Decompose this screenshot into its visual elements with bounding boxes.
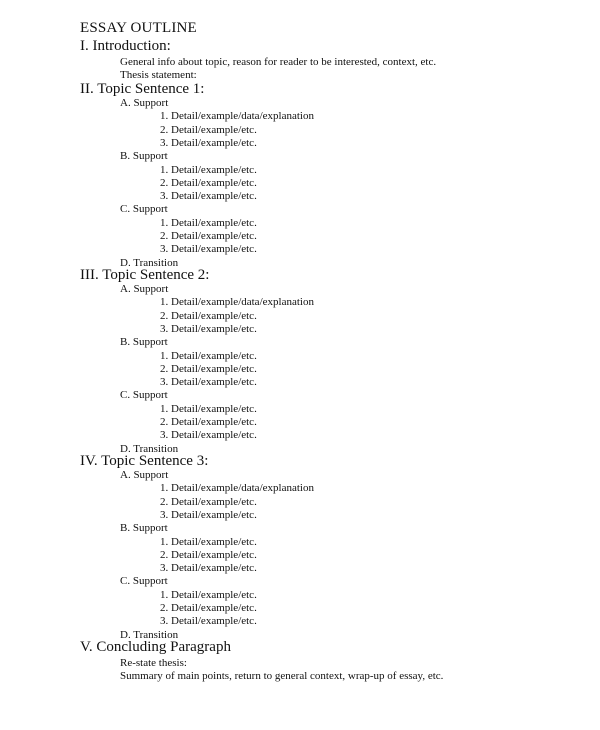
conclusion-line: Re-state thesis: xyxy=(120,657,187,669)
detail-item: 2. Detail/example/etc. xyxy=(160,176,257,189)
detail-item: 3. Detail/example/etc. xyxy=(160,508,257,521)
detail-item: 3. Detail/example/etc. xyxy=(160,136,257,149)
transition-label: D. Transition xyxy=(120,256,179,269)
detail-item: 2. Detail/example/etc. xyxy=(160,416,257,428)
section-heading-introduction: I. Introduction: xyxy=(80,38,171,54)
detail-item: 3. Detail/example/etc. xyxy=(160,243,257,256)
detail-item: 1. Detail/example/data/explanation xyxy=(160,296,314,309)
support-label: B. Support xyxy=(120,336,168,349)
section-heading-topic: IV. Topic Sentence 3: xyxy=(80,453,209,469)
detail-item: 3. Detail/example/etc. xyxy=(160,190,257,203)
support-label: B. Support xyxy=(120,150,168,163)
detail-item: 1. Detail/example/etc. xyxy=(160,402,257,415)
intro-line: General info about topic, reason for reader to be interested, context, etc. xyxy=(120,56,437,68)
detail-item: 2. Detail/example/etc. xyxy=(160,230,257,242)
detail-item: 1. Detail/example/etc. xyxy=(160,216,257,229)
detail-item: 1. Detail/example/etc. xyxy=(160,349,257,362)
detail-item: 3. Detail/example/etc. xyxy=(160,562,257,575)
section-heading-topic: III. Topic Sentence 2: xyxy=(80,267,210,283)
detail-item: 2. Detail/example/etc. xyxy=(160,309,257,322)
detail-item: 1. Detail/example/etc. xyxy=(160,163,257,176)
support-label: B. Support xyxy=(120,522,168,535)
support-label: A. Support xyxy=(120,97,169,109)
detail-item: 2. Detail/example/etc. xyxy=(160,362,257,375)
detail-item: 3. Detail/example/etc. xyxy=(160,615,257,628)
section-heading-conclusion: V. Concluding Paragraph xyxy=(80,639,231,655)
detail-item: 2. Detail/example/etc. xyxy=(160,123,257,136)
detail-item: 1. Detail/example/etc. xyxy=(160,535,257,548)
transition-label: D. Transition xyxy=(120,442,179,455)
detail-item: 3. Detail/example/etc. xyxy=(160,376,257,389)
detail-item: 1. Detail/example/etc. xyxy=(160,588,257,601)
detail-item: 2. Detail/example/etc. xyxy=(160,602,257,614)
detail-item: 1. Detail/example/data/explanation xyxy=(160,110,314,123)
section-heading-topic: II. Topic Sentence 1: xyxy=(80,81,205,97)
intro-line: Thesis statement: xyxy=(120,69,197,81)
detail-item: 1. Detail/example/data/explanation xyxy=(160,482,314,495)
support-label: A. Support xyxy=(120,469,169,481)
detail-item: 2. Detail/example/etc. xyxy=(160,495,257,508)
support-label: C. Support xyxy=(120,389,168,402)
support-label: C. Support xyxy=(120,203,168,216)
conclusion-line: Summary of main points, return to general context, wrap-up of essay, etc. xyxy=(120,670,444,682)
detail-item: 3. Detail/example/etc. xyxy=(160,322,257,335)
detail-item: 2. Detail/example/etc. xyxy=(160,548,257,561)
document-title: ESSAY OUTLINE xyxy=(80,20,197,36)
transition-label: D. Transition xyxy=(120,628,179,641)
support-label: A. Support xyxy=(120,283,169,295)
support-label: C. Support xyxy=(120,575,168,588)
detail-item: 3. Detail/example/etc. xyxy=(160,429,257,442)
